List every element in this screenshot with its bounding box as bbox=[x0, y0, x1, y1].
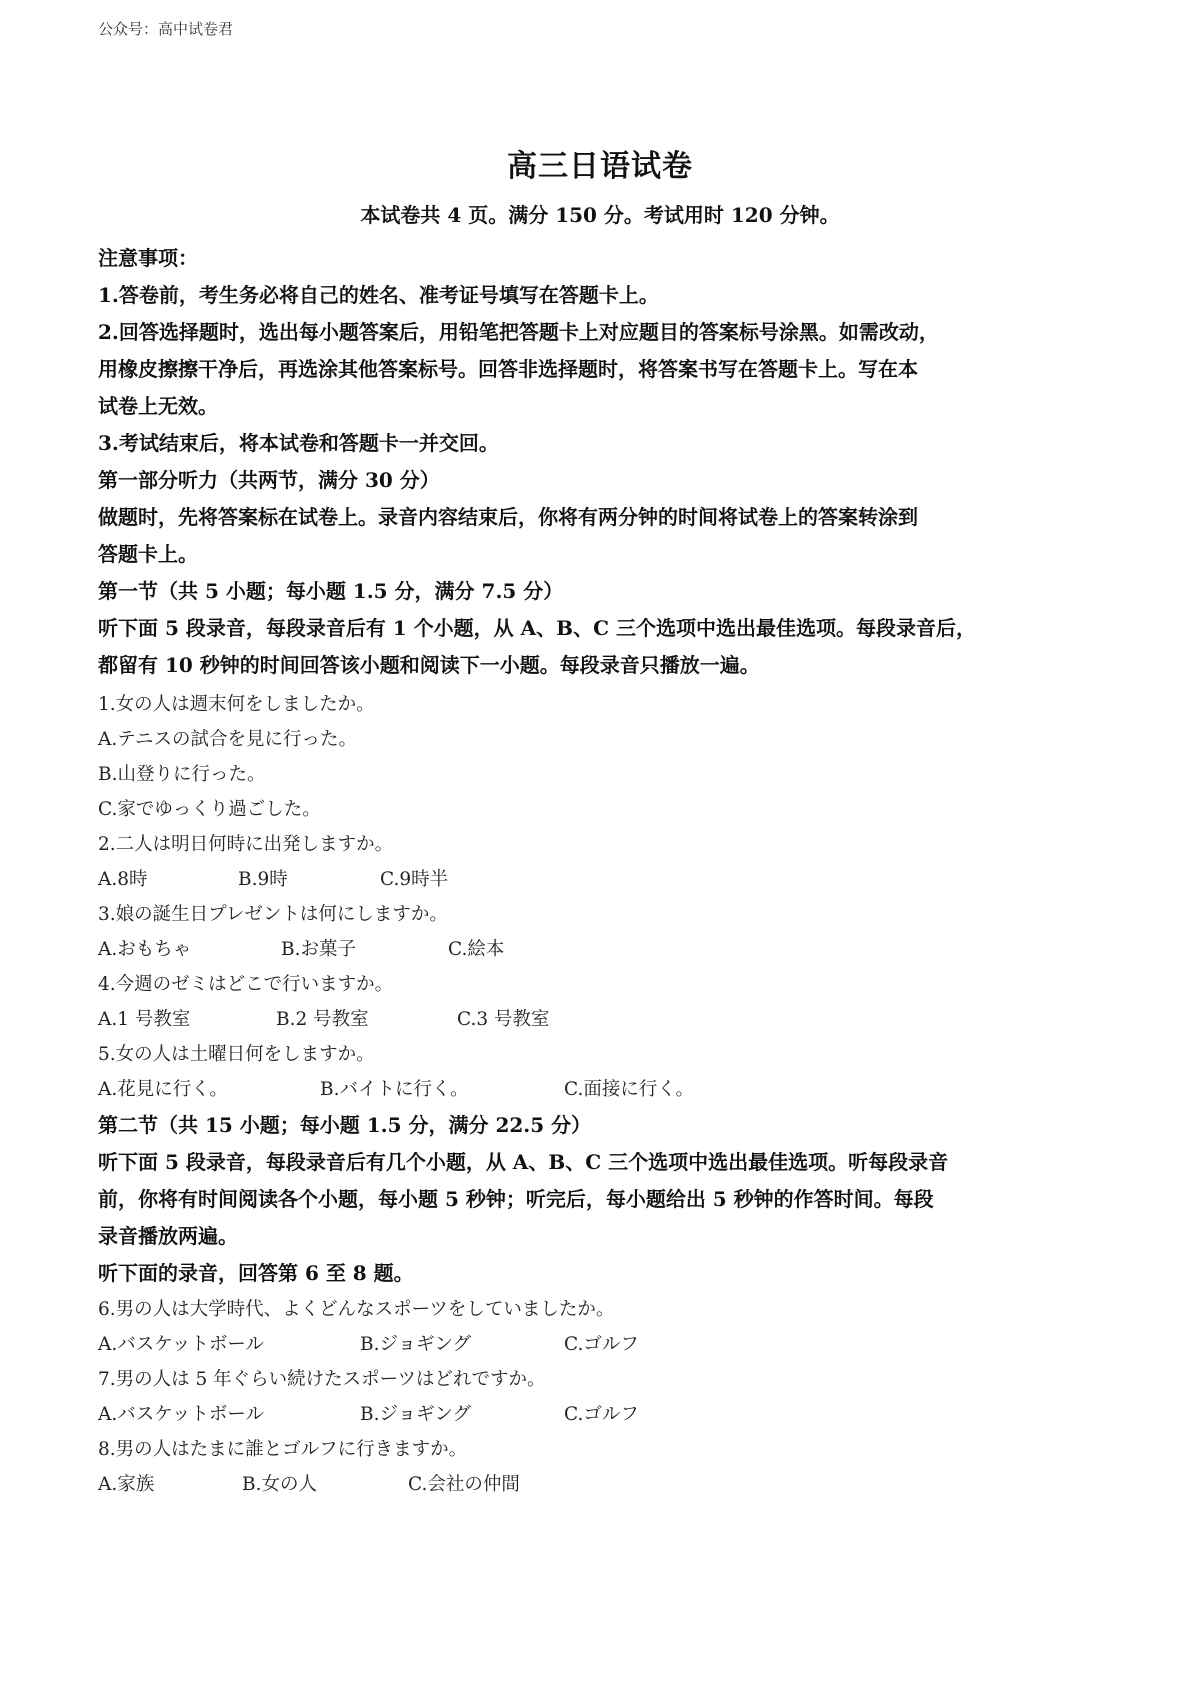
notice-item: 试卷上无效。 bbox=[98, 394, 218, 418]
option-7a: A.バスケットボール bbox=[98, 1404, 264, 1425]
option-2c: C.9時半 bbox=[380, 869, 449, 890]
notice-item: 3.考试结束后，将本试卷和答题卡一并交回。 bbox=[98, 431, 499, 455]
option-3c: C.絵本 bbox=[448, 939, 505, 960]
options-2 bbox=[98, 862, 1100, 897]
options-5 bbox=[98, 1072, 1100, 1107]
option-8c: C.会社の仲間 bbox=[408, 1474, 520, 1495]
part1-instruction: 答题卡上。 bbox=[98, 542, 198, 566]
option-7c: C.ゴルフ bbox=[564, 1404, 639, 1425]
question-5: 5.女の人は土曜日何をしますか。 bbox=[98, 1044, 375, 1065]
notice-item: 2.回答选择题时，选出每小题答案后，用铅笔把答题卡上对应题目的答案标号涂黑。如需改动， bbox=[98, 320, 939, 344]
page-title: 高三日语试卷 bbox=[507, 149, 693, 184]
option-5a: A.花見に行く。 bbox=[98, 1079, 228, 1100]
question-1: 1.女の人は週末何をしましたか。 bbox=[98, 694, 375, 715]
group-heading: 听下面的录音，回答第 6 至 8 题。 bbox=[98, 1261, 414, 1285]
section2-instruction: 前，你将有时间阅读各个小题，每小题 5 秒钟；听完后，每小题给出 5 秒钟的作答时间。每段 bbox=[98, 1187, 934, 1211]
option-5c: C.面接に行く。 bbox=[564, 1079, 695, 1100]
section1-instruction: 听下面 5 段录音，每段录音后有 1 个小题，从 A、B、C 三个选项中选出最佳选项。每段录音后， bbox=[98, 616, 976, 640]
question-7: 7.男の人は 5 年ぐらい続けたスポーツはどれですか。 bbox=[98, 1369, 546, 1390]
option-6a: A.バスケットボール bbox=[98, 1334, 264, 1355]
question-6: 6.男の人は大学時代、よくどんなスポーツをしていましたか。 bbox=[98, 1299, 615, 1320]
notice-item: 用橡皮擦擦干净后，再选涂其他答案标号。回答非选择题时，将答案书写在答题卡上。写在本 bbox=[98, 357, 918, 381]
option-4a: A.1 号教室 bbox=[98, 1009, 191, 1030]
part1-heading: 第一部分听力（共两节，满分 30 分） bbox=[98, 468, 440, 492]
notice-heading: 注意事项： bbox=[98, 246, 198, 270]
options-6 bbox=[98, 1327, 1100, 1362]
option-8a: A.家族 bbox=[98, 1474, 155, 1495]
option-4b: B.2 号教室 bbox=[276, 1009, 369, 1030]
section2-instruction: 录音播放两遍。 bbox=[98, 1224, 238, 1248]
page-subtitle: 本试卷共 4 页。满分 150 分。考试用时 120 分钟。 bbox=[360, 203, 840, 227]
option-7b: B.ジョギング bbox=[360, 1404, 472, 1425]
question-8: 8.男の人はたまに誰とゴルフに行きますか。 bbox=[98, 1439, 468, 1460]
option-3b: B.お菓子 bbox=[281, 939, 356, 960]
options-7 bbox=[98, 1397, 1100, 1432]
section2-instruction: 听下面 5 段录音，每段录音后有几个小题，从 A、B、C 三个选项中选出最佳选项。听每段录音 bbox=[98, 1150, 949, 1174]
part1-instruction: 做题时，先将答案标在试卷上。录音内容结束后，你将有两分钟的时间将试卷上的答案转涂到 bbox=[98, 505, 918, 529]
option-3a: A.おもちゃ bbox=[98, 939, 192, 960]
option-8b: B.女の人 bbox=[242, 1474, 317, 1495]
section1-instruction: 都留有 10 秒钟的时间回答该小题和阅读下一小题。每段录音只播放一遍。 bbox=[98, 653, 760, 677]
exam-content bbox=[98, 240, 1100, 1502]
options-3 bbox=[98, 932, 1100, 967]
question-3: 3.娘の誕生日プレゼントは何にしますか。 bbox=[98, 904, 448, 925]
option-2b: B.9時 bbox=[238, 869, 288, 890]
option-4c: C.3 号教室 bbox=[457, 1009, 550, 1030]
options-4 bbox=[98, 1002, 1100, 1037]
option-1c: C.家でゆっくり過ごした。 bbox=[98, 799, 321, 820]
option-5b: B.バイトに行く。 bbox=[320, 1079, 469, 1100]
question-2: 2.二人は明日何時に出発しますか。 bbox=[98, 834, 394, 855]
header-note: 公众号：高中试卷君 bbox=[98, 20, 234, 38]
option-1a: A.テニスの試合を見に行った。 bbox=[98, 729, 358, 750]
option-6b: B.ジョギング bbox=[360, 1334, 472, 1355]
section2-heading: 第二节（共 15 小题；每小题 1.5 分，满分 22.5 分） bbox=[98, 1113, 592, 1137]
notice-item: 1.答卷前，考生务必将自己的姓名、准考证号填写在答题卡上。 bbox=[98, 283, 659, 307]
options-8 bbox=[98, 1467, 1100, 1502]
option-2a: A.8時 bbox=[98, 869, 148, 890]
question-4: 4.今週のゼミはどこで行いますか。 bbox=[98, 974, 394, 995]
section1-heading: 第一节（共 5 小题；每小题 1.5 分，满分 7.5 分） bbox=[98, 579, 564, 603]
option-6c: C.ゴルフ bbox=[564, 1334, 639, 1355]
option-1b: B.山登りに行った。 bbox=[98, 764, 266, 785]
